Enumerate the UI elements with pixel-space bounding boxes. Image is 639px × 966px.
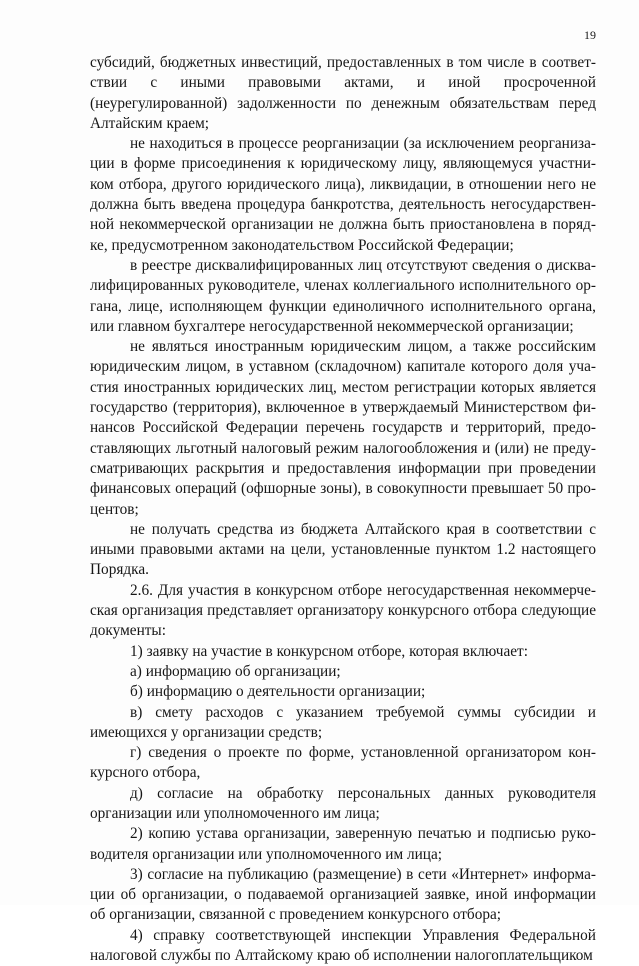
list-item-application: 1) заявку на участие в конкурсном отборе, которая включает: (130, 642, 528, 660)
list-item-tax-certificate: 4) справку соответствующей инспекции Управления Федеральной налоговой службы по Алтайскому краю об исполнении налогоплательщиком (90, 926, 596, 965)
paragraph-foreign-entity: не являться иностранным юридическим лицом, а также российским юридическим лицом, в уставном (складочном) капитале которого доля участия иностранных юридических лиц, местом регистрации которых является государство (территория), включенное в утверждаемый Министерством финансов Российской Федерации перечень государств и территорий, предоставляющих льготный налоговый режим налогообложения и (или) не предусматривающих раскрытия и предоставления информации при проведении финансовых операций (офшорные зоны), в совокупности превышает 50 процентов; (90, 338, 596, 518)
paragraph-disqualified-persons: в реестре дисквалифицированных лиц отсутствуют сведения о дисквалифицированных руководителе, членах коллегиального исполнительного органа, лице, исполняющем функции единоличного исполнительного органа, или главном бухгалтере негосударственной некоммерческой организации; (90, 256, 596, 335)
page-number: 19 (584, 28, 596, 42)
paragraph-section-2-6: 2.6. Для участия в конкурсном отборе негосударственная некоммерческая организация представляет организатору конкурсного отбора следующие документы: (90, 581, 596, 640)
list-item-publication-consent: 3) согласие на публикацию (размещение) в сети «Интернет» информации об организации, о подаваемой организацией заявке, иной информации об организации, связанной с проведением конкурсного отбора; (90, 865, 596, 924)
paragraph-reorganization: не находиться в процессе реорганизации (за исключением реорганизации в форме присоединения к юридическому лицу, являющемуся участником отбора, другого юридического лица), ликвидации, в отношении него не должна быть введена процедура банкротства, деятельность негосударственной некоммерческой организации не должна быть приостановлена в порядке, предусмотренном законодательством Российской Федерации; (90, 135, 596, 254)
list-item-org-info: а) информацию об организации; (130, 662, 341, 680)
list-item-cost-estimate: в) смету расходов с указанием требуемой суммы субсидии и имеющихся у организации средств; (90, 703, 596, 741)
list-item-project-info: г) сведения о проекте по форме, установленной организатором конкурсного отбора, (90, 744, 596, 782)
document-body (90, 53, 596, 966)
list-item-charter-copy: 2) копию устава организации, заверенную печатью и подписью руководителя организации или уполномоченного им лица; (90, 825, 596, 863)
list-item-activity-info: б) информацию о деятельности организации; (130, 683, 426, 701)
paragraph-subsidies-debt: субсидий, бюджетных инвестиций, предоставленных в том числе в соответствии с иными правовыми актами, и иной просроченной (неурегулированной) задолженности по денежным обязательствам перед Алтайским краем; (90, 54, 596, 132)
list-item-personal-data-consent: д) согласие на обработку персональных данных руководителя организации или уполномоченного им лица; (90, 784, 596, 822)
paragraph-budget-funds: не получать средства из бюджета Алтайского края в соответствии с иными правовыми актами на цели, установленные пунктом 1.2 настоящего Порядка. (90, 520, 596, 579)
